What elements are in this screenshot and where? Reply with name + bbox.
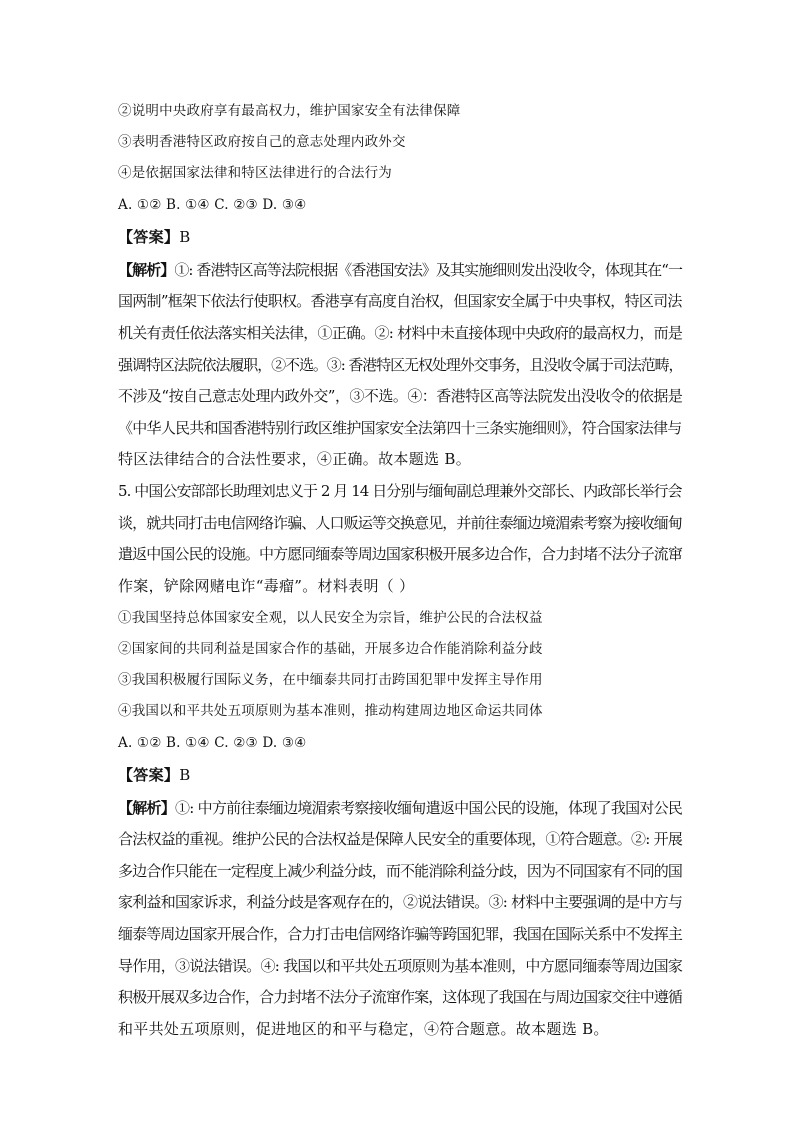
q4-option-4: ④是依据国家法律和特区法律进行的合法行为 bbox=[118, 165, 392, 181]
analysis-text: ①: 香港特区高等法院根据《香港国安法》及其实施细则发出没收令，体现其在“一 bbox=[174, 261, 683, 279]
q5-analysis-line bbox=[118, 801, 682, 816]
analysis-tag: 【解析】 bbox=[118, 261, 175, 279]
analysis-tag: 【解析】 bbox=[118, 799, 176, 817]
q4-analysis-line: 《中华人民共和国香港特别行政区维护国家安全法第四十三条实施细则》，符合国家法律与 bbox=[118, 419, 682, 437]
q5-analysis-line: 和平共处五项原则，促进地区的和平与稳定，④符合题意。故本题选 B。 bbox=[118, 1020, 609, 1038]
answer-value: B bbox=[179, 766, 191, 784]
q4-analysis-line: 国两制”框架下依法行使职权。香港享有高度自治权，但国家安全属于中央事权，特区司法 bbox=[118, 292, 682, 310]
q5-option-3: ③我国积极履行国际义务，在中缅泰共同打击跨国犯罪中发挥主导作用 bbox=[118, 672, 543, 688]
q5-analysis-line: 合法权益的重视。维护公民的合法权益是保障人民安全的重要体现，①符合题意。②: 开展 bbox=[118, 830, 683, 848]
answer-tag: 【答案】 bbox=[118, 228, 180, 246]
q5-option-2: ②国家间的共同利益是国家合作的基础，开展多边合作能消除利益分歧 bbox=[118, 641, 543, 657]
q4-analysis-line: 特区法律结合的合法性要求，④正确。故本题选 B。 bbox=[118, 450, 471, 468]
q4-analysis-line: 不涉及“按自己意志处理内政外交”，③不选。④：香港特区高等法院发出没收令的依据是 bbox=[118, 387, 683, 405]
q5-stem-line: 5. 中国公安部部长助理刘忠义于 2 月 14 日分别与缅甸副总理兼外交部长、内政部长举行会 bbox=[118, 482, 682, 500]
q4-analysis-line: 强调特区法院依法履职，②不选。③: 香港特区无权处理外交事务，且没收令属于司法范畴， bbox=[118, 356, 683, 374]
answer-value: B bbox=[179, 228, 191, 246]
q5-analysis-line: 缅泰等周边国家开展合作，合力打击电信网络诈骗等跨国犯罪，我国在国际关系中不发挥主 bbox=[118, 925, 683, 943]
q5-analysis-line: 导作用，③说法错误。④: 我国以和平共处五项原则为基本准则，中方愿同缅泰等周边国家 bbox=[118, 957, 683, 975]
q4-choices: A. ①② B. ①④ C. ②③ D. ③④ bbox=[118, 197, 307, 213]
q5-analysis-line: 积极开展双多边合作，合力封堵不法分子流窜作案，这体现了我国在与周边国家交往中遵循 bbox=[118, 988, 683, 1006]
q5-analysis-line: 家利益和国家诉求，利益分歧是客观存在的，②说法错误。③: 材料中主要强调的是中方与 bbox=[118, 893, 683, 911]
q4-analysis-line: 机关有责任依法落实相关法律，①正确。②: 材料中未直接体现中央政府的最高权力，而是 bbox=[118, 324, 683, 342]
analysis-text: ①: 中方前往泰缅边境湄索考察接收缅甸遣返中国公民的设施，体现了我国对公民 bbox=[175, 799, 683, 817]
q4-option-2: ②说明中央政府享有最高权力，维护国家安全有法律保障 bbox=[118, 103, 461, 119]
q5-stem-line: 谈，就共同打击电信网络诈骗、人口贩运等交换意见，并前往泰缅边境湄索考察为接收缅甸 bbox=[118, 514, 683, 532]
q4-option-3: ③表明香港特区政府按自己的意志处理内政外交 bbox=[118, 134, 406, 150]
q5-analysis-line: 多边合作只能在一定程度上减少利益分歧，而不能消除利益分歧，因为不同国家有不同的国 bbox=[118, 862, 683, 880]
q5-option-4: ④我国以和平共处五项原则为基本准则，推动构建周边地区命运共同体 bbox=[118, 703, 543, 719]
q5-option-1: ①我国坚持总体国家安全观，以人民安全为宗旨，维护公民的合法权益 bbox=[118, 610, 543, 626]
q4-answer bbox=[118, 230, 191, 245]
q5-stem-line: 遣返中国公民的设施。中方愿同缅泰等周边国家积极开展多边合作，合力封堵不法分子流窜 bbox=[118, 545, 683, 563]
q5-answer bbox=[118, 768, 191, 783]
q4-analysis-line bbox=[118, 263, 682, 278]
answer-tag: 【答案】 bbox=[118, 766, 180, 784]
q5-choices: A. ①② B. ①④ C. ②③ D. ③④ bbox=[118, 735, 307, 751]
q5-stem-line: 作案，铲除网赌电诈“毒瘤”。材料表明（ ） bbox=[118, 577, 415, 595]
